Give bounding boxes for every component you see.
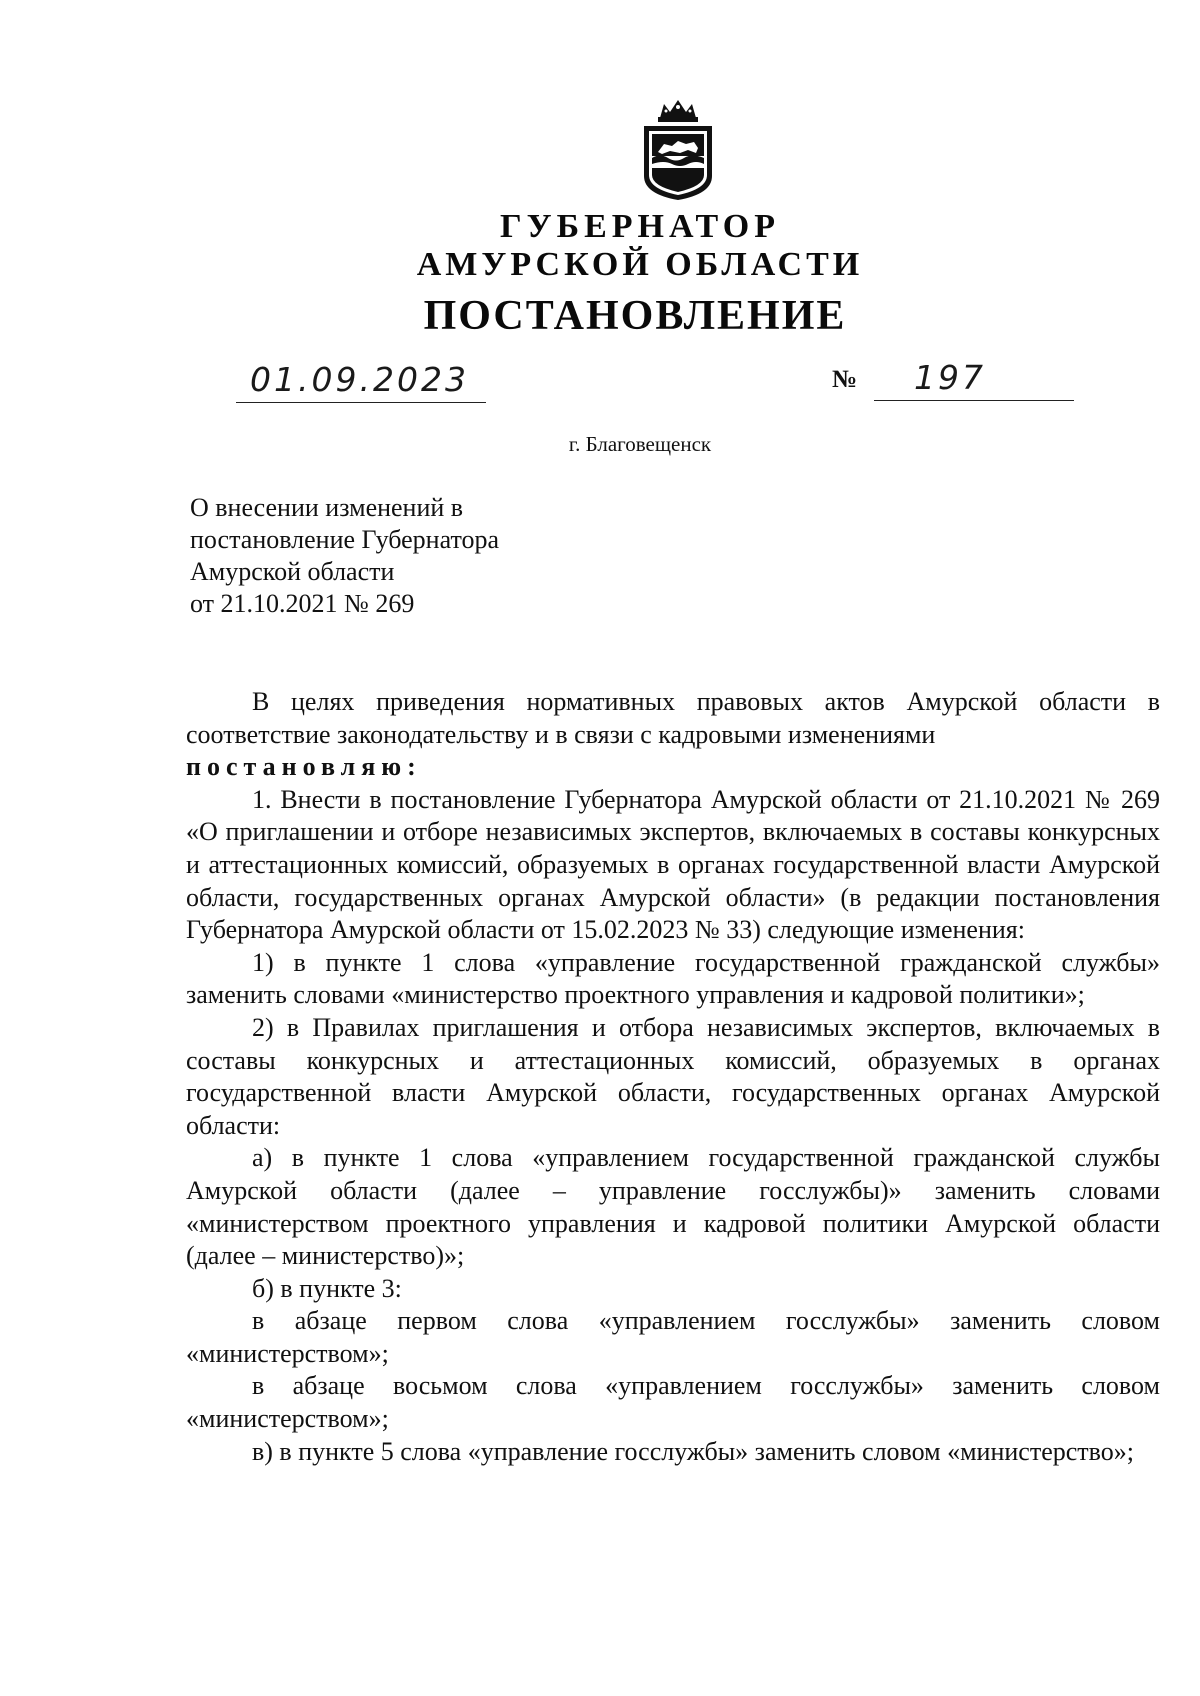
item-1-paragraph: 1. Внести в постановление Губернатора Амурской области от 21.10.2021 № 269 «О приглашении и отборе независимых экспертов, включаемых в составы конкурсных и аттестационных комиссий, образуемых в органах государственной власти Амурской области, государственных органах Амурской области» (в редакции постановления Губернатора Амурской области от 15.02.2023 № 33) следующие изменения:	[186, 784, 1160, 945]
number-field	[874, 356, 1074, 401]
subitem-2-paragraph: 2) в Правилах приглашения и отбора независимых экспертов, включаемых в составы конкурсных и аттестационных комиссий, образуемых в органах государственной власти Амурской области, государственных органах Амурской области:	[186, 1012, 1160, 1140]
coat-of-arms-icon	[638, 98, 718, 202]
issuer-title: ГУБЕРНАТОР	[500, 208, 780, 245]
subitem-1-paragraph: 1) в пункте 1 слова «управление государственной гражданской службы» заменить словами «министерство проектного управления и кадровой политики»;	[186, 947, 1160, 1010]
number-value: 197	[914, 358, 986, 397]
intro-paragraph: В целях приведения нормативных правовых актов Амурской области в соответствие законодательству и в связи с кадровыми изменениями	[186, 687, 1160, 749]
number-label: №	[832, 366, 858, 393]
resolves-word: постановляю:	[186, 752, 422, 782]
subject-line: Амурской области	[190, 557, 395, 586]
subitem-2a-paragraph: а) в пункте 1 слова «управлением государственной гражданской службы Амурской области (далее – управление госслужбы)» заменить словами «министерством проектного управления и кадровой политики Амурской области (далее – министерство)»;	[186, 1143, 1160, 1271]
subject-block	[190, 492, 499, 620]
subitem-2b-paragraph: б) в пункте 3:	[252, 1273, 402, 1303]
date-field	[236, 358, 486, 403]
issuer-region: АМУРСКОЙ ОБЛАСТИ	[416, 246, 864, 283]
document-body	[186, 686, 1160, 1468]
document-type: ПОСТАНОВЛЕНИЕ	[423, 293, 847, 339]
city-line: г. Благовещенск	[568, 432, 712, 456]
subitem-2b-1-paragraph: в абзаце первом слова «управлением госслужбы» заменить словом «министерством»;	[186, 1306, 1160, 1368]
date-value: 01.09.2023	[250, 360, 469, 399]
subitem-2b-2-paragraph: в абзаце восьмом слова «управлением госслужбы» заменить словом «министерством»;	[186, 1371, 1160, 1434]
subitem-2c-paragraph: в) в пункте 5 слова «управление госслужбы» заменить словом «министерство»;	[252, 1436, 1134, 1466]
subject-line: О внесении изменений в	[190, 493, 464, 522]
subject-line: от 21.10.2021 № 269	[190, 589, 415, 618]
subject-line: постановление Губернатора	[190, 525, 500, 554]
